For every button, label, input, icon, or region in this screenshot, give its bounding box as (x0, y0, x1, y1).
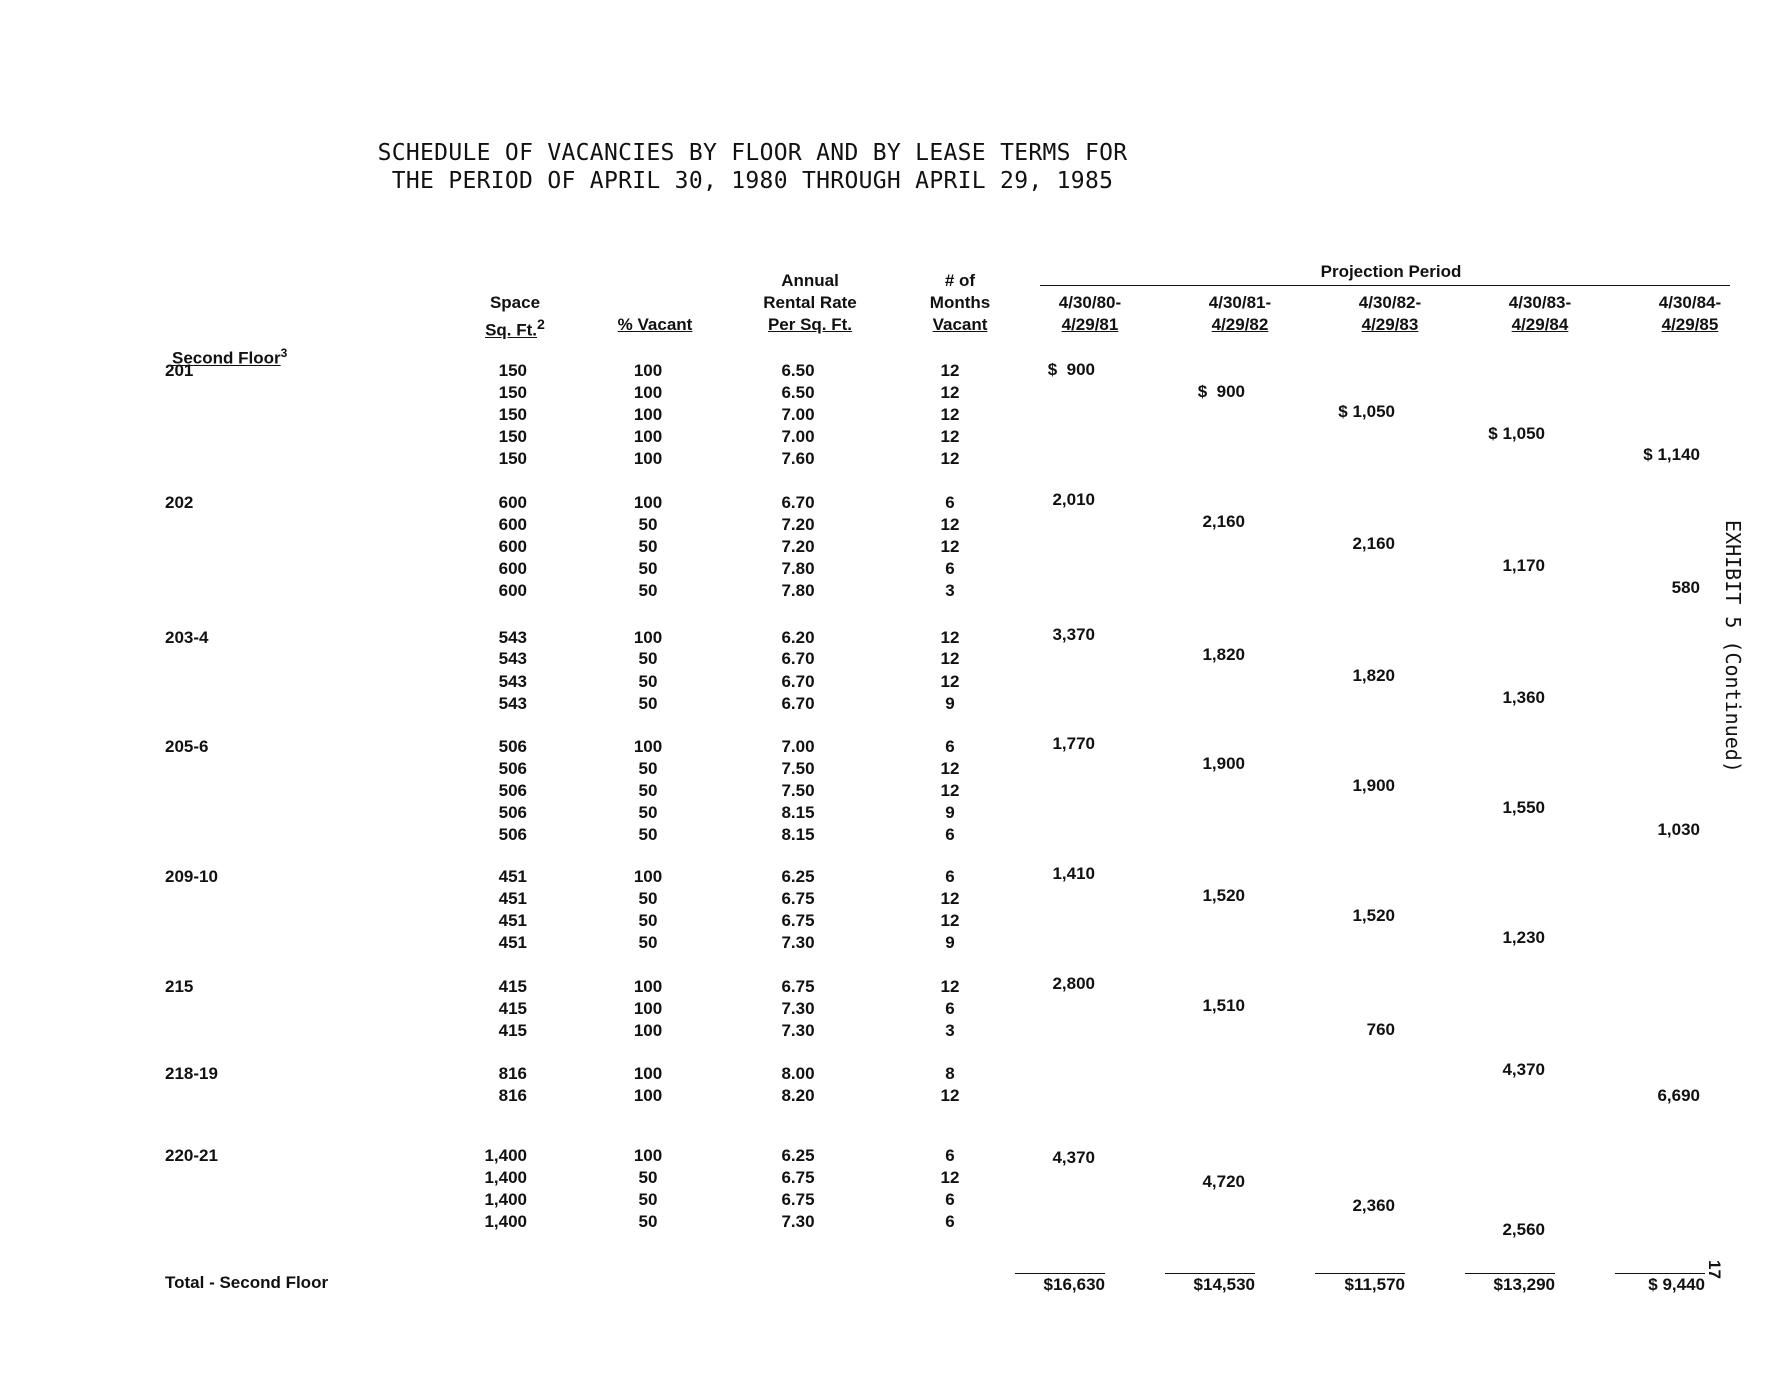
cell-amount-period-4: 1,550 (1502, 798, 1545, 817)
cell-unit: 209-10 (165, 867, 218, 886)
total-period-2: $14,530 (1165, 1273, 1255, 1295)
floor-heading-text: Second Floor (172, 348, 281, 368)
cell-rate: 7.20 (781, 537, 815, 556)
header-period-4-line1: 4/30/83- (1508, 293, 1572, 312)
cell-amount-period-4: $ 1,050 (1488, 424, 1545, 443)
header-period-1 (1040, 292, 1140, 336)
cell-vacant: 50 (638, 933, 658, 952)
cell-months: 12 (940, 427, 960, 446)
exhibit-label-text: EXHIBIT 5 (Continued) (1721, 520, 1745, 773)
cell-vacant: 100 (633, 737, 663, 756)
cell-amount-period-2: 1,820 (1202, 645, 1245, 664)
cell-rate: 7.30 (781, 999, 815, 1018)
cell-months: 12 (940, 1086, 960, 1105)
cell-unit: 201 (165, 361, 194, 380)
cell-rate: 7.80 (781, 559, 815, 578)
cell-sqft: 1,400 (484, 1212, 527, 1231)
header-projection-period: Projection Period (1320, 262, 1462, 281)
title-line-2: THE PERIOD OF APRIL 30, 1980 THROUGH APRIL 29, 1985 (391, 168, 1114, 194)
cell-months: 12 (940, 449, 960, 468)
header-period-3 (1340, 292, 1440, 336)
cell-vacant: 50 (638, 1168, 658, 1187)
cell-sqft: 506 (498, 781, 527, 800)
cell-months: 12 (940, 361, 960, 380)
cell-rate: 6.20 (781, 628, 815, 647)
cell-months: 12 (940, 537, 960, 556)
cell-months: 12 (940, 515, 960, 534)
cell-vacant: 100 (633, 383, 663, 402)
cell-months: 3 (945, 1021, 955, 1040)
cell-vacant: 50 (638, 537, 658, 556)
cell-months: 6 (945, 493, 955, 512)
cell-rate: 7.00 (781, 405, 815, 424)
total-period-3: $11,570 (1315, 1273, 1405, 1295)
cell-rate: 6.25 (781, 1146, 815, 1165)
cell-rate: 6.75 (781, 911, 815, 930)
header-period-2-line1: 4/30/81- (1208, 293, 1272, 312)
cell-months: 12 (940, 628, 960, 647)
cell-sqft: 150 (498, 449, 527, 468)
cell-sqft: 150 (498, 405, 527, 424)
header-space-line2: Sq. Ft. (485, 320, 538, 340)
cell-months: 9 (945, 803, 955, 822)
cell-amount-period-3: 2,160 (1352, 534, 1395, 553)
cell-sqft: 150 (498, 383, 527, 402)
cell-sqft: 451 (498, 889, 527, 908)
cell-months: 12 (940, 759, 960, 778)
title-line-1: SCHEDULE OF VACANCIES BY FLOOR AND BY LEASE TERMS FOR (377, 140, 1128, 166)
cell-rate: 7.00 (781, 427, 815, 446)
cell-rate: 6.70 (781, 493, 815, 512)
cell-vacant: 50 (638, 781, 658, 800)
cell-unit: 205-6 (165, 737, 209, 756)
floor-heading-footnote: 3 (280, 346, 288, 360)
cell-sqft: 1,400 (484, 1146, 527, 1165)
cell-vacant: 100 (633, 361, 663, 380)
cell-sqft: 600 (498, 515, 527, 534)
header-period-3-line1: 4/30/82- (1358, 293, 1422, 312)
cell-rate: 8.20 (781, 1086, 815, 1105)
cell-rate: 6.75 (781, 977, 815, 996)
cell-unit: 218-19 (165, 1064, 218, 1083)
cell-amount-period-1: 2,800 (1052, 974, 1095, 993)
cell-months: 6 (945, 999, 955, 1018)
cell-months: 6 (945, 867, 955, 886)
cell-amount-period-2: 1,520 (1202, 886, 1245, 905)
header-months (910, 270, 1010, 336)
cell-amount-period-3: 1,820 (1352, 666, 1395, 685)
cell-amount-period-1: 1,410 (1052, 864, 1095, 883)
cell-amount-period-2: 4,720 (1202, 1172, 1245, 1191)
cell-vacant: 100 (633, 977, 663, 996)
cell-months: 6 (945, 825, 955, 844)
cell-months: 8 (945, 1064, 955, 1083)
cell-vacant: 50 (638, 694, 658, 713)
cell-vacant: 100 (633, 867, 663, 886)
cell-vacant: 50 (638, 515, 658, 534)
cell-months: 9 (945, 694, 955, 713)
cell-rate: 6.70 (781, 672, 815, 691)
cell-unit: 215 (165, 977, 194, 996)
cell-sqft: 506 (498, 759, 527, 778)
cell-unit: 203-4 (165, 628, 209, 647)
cell-sqft: 1,400 (484, 1168, 527, 1187)
cell-sqft: 415 (498, 977, 527, 996)
cell-amount-period-3: 2,360 (1352, 1196, 1395, 1215)
cell-sqft: 816 (498, 1086, 527, 1105)
cell-rate: 8.00 (781, 1064, 815, 1083)
cell-vacant: 100 (633, 1021, 663, 1040)
cell-amount-period-1: 1,770 (1052, 734, 1095, 753)
cell-vacant: 50 (638, 759, 658, 778)
cell-amount-period-3: $ 1,050 (1338, 402, 1395, 421)
cell-vacant: 50 (638, 581, 658, 600)
header-rate-line2: Rental Rate (763, 293, 857, 312)
header-period-5 (1640, 292, 1740, 336)
cell-amount-period-3: 1,900 (1352, 776, 1395, 795)
cell-sqft: 600 (498, 537, 527, 556)
total-period-4: $13,290 (1465, 1273, 1555, 1295)
cell-months: 12 (940, 977, 960, 996)
header-months-line1: # of (944, 271, 976, 290)
header-rate (740, 270, 880, 336)
cell-sqft: 600 (498, 493, 527, 512)
header-rate-line3: Per Sq. Ft. (767, 315, 853, 334)
cell-sqft: 543 (498, 649, 527, 668)
cell-months: 6 (945, 559, 955, 578)
cell-sqft: 543 (498, 628, 527, 647)
cell-amount-period-2: 1,510 (1202, 996, 1245, 1015)
cell-amount-period-2: $ 900 (1197, 382, 1245, 401)
header-period-1-line1: 4/30/80- (1058, 293, 1122, 312)
cell-vacant: 100 (633, 1146, 663, 1165)
cell-amount-period-4: 1,230 (1502, 928, 1545, 947)
cell-amount-period-4: 4,370 (1502, 1060, 1545, 1079)
cell-months: 12 (940, 383, 960, 402)
cell-vacant: 100 (633, 427, 663, 446)
cell-amount-period-2: 2,160 (1202, 512, 1245, 531)
header-period-4-line2: 4/29/84 (1511, 315, 1569, 334)
cell-months: 12 (940, 889, 960, 908)
cell-sqft: 506 (498, 803, 527, 822)
cell-months: 12 (940, 405, 960, 424)
cell-rate: 7.50 (781, 759, 815, 778)
cell-amount-period-3: 1,520 (1352, 906, 1395, 925)
cell-months: 3 (945, 581, 955, 600)
cell-amount-period-5: $ 1,140 (1643, 445, 1700, 464)
header-vacant (600, 314, 710, 336)
cell-months: 12 (940, 649, 960, 668)
cell-rate: 6.70 (781, 694, 815, 713)
cell-vacant: 100 (633, 449, 663, 468)
header-space-footnote: 2 (537, 317, 545, 333)
total-period-5: $ 9,440 (1615, 1273, 1705, 1295)
cell-rate: 7.20 (781, 515, 815, 534)
cell-vacant: 100 (633, 1086, 663, 1105)
cell-rate: 8.15 (781, 803, 815, 822)
cell-rate: 8.15 (781, 825, 815, 844)
cell-months: 12 (940, 1168, 960, 1187)
header-months-line2: Months (929, 293, 991, 312)
cell-amount-period-5: 1,030 (1657, 820, 1700, 839)
cell-vacant: 100 (633, 628, 663, 647)
cell-rate: 7.30 (781, 1021, 815, 1040)
page-number (1700, 1260, 1730, 1290)
cell-rate: 7.30 (781, 933, 815, 952)
cell-vacant: 50 (638, 1212, 658, 1231)
cell-rate: 7.80 (781, 581, 815, 600)
total-period-1: $16,630 (1015, 1273, 1105, 1295)
cell-vacant: 50 (638, 672, 658, 691)
cell-rate: 6.50 (781, 383, 815, 402)
cell-amount-period-1: 3,370 (1052, 625, 1095, 644)
header-period-5-line2: 4/29/85 (1661, 315, 1719, 334)
cell-rate: 7.60 (781, 449, 815, 468)
cell-vacant: 50 (638, 649, 658, 668)
cell-months: 12 (940, 672, 960, 691)
cell-amount-period-1: $ 900 (1047, 360, 1095, 379)
cell-vacant: 100 (633, 1064, 663, 1083)
cell-vacant: 50 (638, 825, 658, 844)
projection-period-rule (1040, 285, 1730, 286)
cell-rate: 7.00 (781, 737, 815, 756)
cell-rate: 6.75 (781, 1168, 815, 1187)
cell-sqft: 451 (498, 911, 527, 930)
cell-rate: 7.30 (781, 1212, 815, 1231)
cell-months: 6 (945, 1146, 955, 1165)
cell-sqft: 816 (498, 1064, 527, 1083)
header-space (455, 292, 575, 342)
cell-vacant: 100 (633, 493, 663, 512)
header-months-line3: Vacant (932, 315, 988, 334)
cell-sqft: 415 (498, 1021, 527, 1040)
cell-vacant: 100 (633, 999, 663, 1018)
exhibit-label (1715, 520, 1755, 820)
header-period-5-line1: 4/30/84- (1658, 293, 1722, 312)
cell-vacant: 50 (638, 1190, 658, 1209)
cell-sqft: 506 (498, 825, 527, 844)
cell-unit: 220-21 (165, 1146, 218, 1165)
header-rate-line1: Annual (781, 271, 839, 290)
cell-unit: 202 (165, 493, 194, 512)
cell-amount-period-1: 2,010 (1052, 490, 1095, 509)
cell-amount-period-5: 580 (1671, 578, 1700, 597)
header-vacant-line1: % Vacant (617, 315, 693, 334)
cell-sqft: 600 (498, 581, 527, 600)
cell-vacant: 100 (633, 405, 663, 424)
cell-rate: 6.50 (781, 361, 815, 380)
header-period-2-line2: 4/29/82 (1211, 315, 1269, 334)
header-period-4 (1490, 292, 1590, 336)
cell-amount-period-2: 1,900 (1202, 754, 1245, 773)
cell-vacant: 50 (638, 911, 658, 930)
cell-sqft: 150 (498, 427, 527, 446)
header-period-3-line2: 4/29/83 (1361, 315, 1419, 334)
cell-sqft: 415 (498, 999, 527, 1018)
cell-amount-period-3: 760 (1366, 1020, 1395, 1039)
cell-rate: 6.75 (781, 1190, 815, 1209)
cell-vacant: 50 (638, 889, 658, 908)
cell-sqft: 150 (498, 361, 527, 380)
cell-amount-period-4: 1,360 (1502, 688, 1545, 707)
header-space-line1: Space (489, 293, 541, 312)
cell-months: 9 (945, 933, 955, 952)
header-period-2 (1190, 292, 1290, 336)
cell-sqft: 1,400 (484, 1190, 527, 1209)
cell-months: 12 (940, 781, 960, 800)
total-label: Total - Second Floor (165, 1273, 329, 1292)
cell-vacant: 50 (638, 559, 658, 578)
cell-rate: 7.50 (781, 781, 815, 800)
cell-months: 6 (945, 1190, 955, 1209)
cell-sqft: 600 (498, 559, 527, 578)
cell-months: 6 (945, 737, 955, 756)
cell-amount-period-4: 2,560 (1502, 1220, 1545, 1239)
page-number-text: 17 (1705, 1260, 1724, 1279)
cell-amount-period-1: 4,370 (1052, 1148, 1095, 1167)
cell-sqft: 543 (498, 672, 527, 691)
cell-amount-period-5: 6,690 (1657, 1086, 1700, 1105)
cell-rate: 6.70 (781, 649, 815, 668)
cell-rate: 6.75 (781, 889, 815, 908)
cell-sqft: 543 (498, 694, 527, 713)
cell-months: 12 (940, 911, 960, 930)
cell-sqft: 451 (498, 867, 527, 886)
cell-months: 6 (945, 1212, 955, 1231)
cell-sqft: 506 (498, 737, 527, 756)
header-period-1-line2: 4/29/81 (1061, 315, 1119, 334)
cell-rate: 6.25 (781, 867, 815, 886)
cell-vacant: 50 (638, 803, 658, 822)
cell-amount-period-4: 1,170 (1502, 556, 1545, 575)
cell-sqft: 451 (498, 933, 527, 952)
